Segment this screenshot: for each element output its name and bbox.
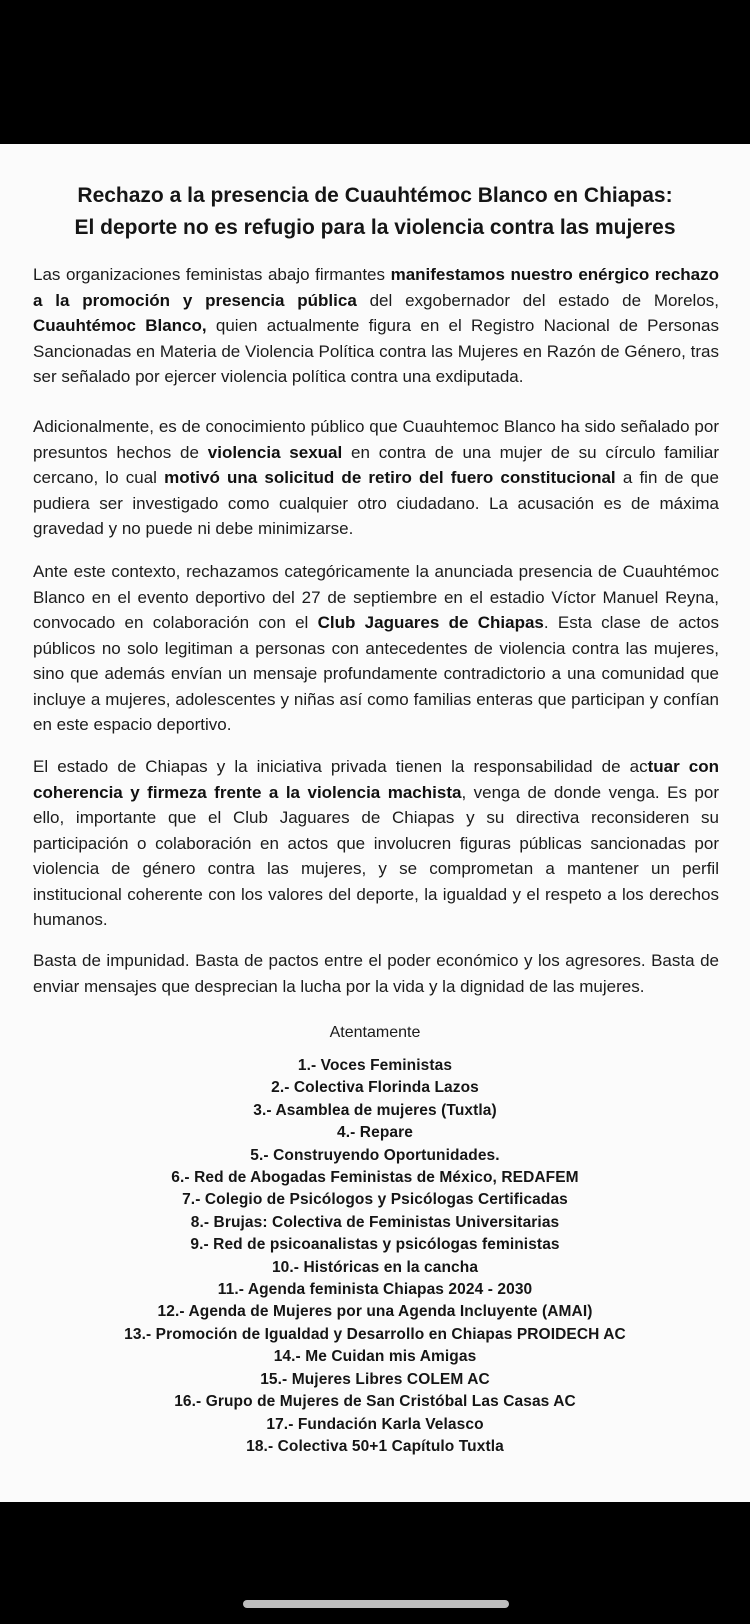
paragraph-5: [33, 948, 719, 999]
signer-item: 11.- Agenda feminista Chiapas 2024 - 2030: [217, 1281, 533, 1299]
signer-item: 2.- Colectiva Florinda Lazos: [271, 1079, 479, 1097]
title-line-1: Rechazo a la presencia de Cuauhtémoc Blanco en Chiapas:: [77, 184, 673, 207]
emphasis-text: violencia sexual: [207, 442, 343, 462]
signer-item: 9.- Red de psicoanalistas y psicólogas feministas: [190, 1236, 560, 1254]
signer-item: 1.- Voces Feministas: [297, 1057, 453, 1074]
emphasis-text: manifestamos nuestro enérgico rechazo a la promoción y presencia pública: [33, 265, 720, 310]
body-text: El estado de Chiapas y la iniciativa privada tienen la responsabilidad de ac: [33, 757, 648, 776]
emphasis-text: Cuauhtémoc Blanco,: [33, 316, 207, 335]
body-text: Basta de impunidad. Basta de pactos entre el poder económico y los agresores. Basta de enviar mensajes que desprecian la lucha por la vida y la dignidad de las mujeres.: [33, 951, 719, 996]
paragraph-3: [33, 559, 719, 738]
document-page: [0, 144, 750, 1502]
paragraph-4: [33, 754, 719, 933]
signer-item: 12.- Agenda de Mujeres por una Agenda Incluyente (AMAI): [157, 1303, 593, 1321]
title-line-2: El deporte no es refugio para la violencia contra las mujeres: [74, 216, 676, 239]
closing-salutation: Atentamente: [329, 1024, 421, 1041]
paragraph-1: [33, 262, 719, 390]
body-text: Ante este contexto, rechazamos categóricamente la anunciada presencia de Cuauhtémoc Blanco en el evento deportivo del 27 de septiembre en el estadio Víctor Manuel Reyna, convocado en colaboración con el: [33, 562, 719, 632]
body-text: en contra de una mujer de su círculo familiar cercano, lo cual: [33, 442, 720, 487]
emphasis-text: Club Jaguares de Chiapas: [317, 613, 544, 632]
signer-item: 15.- Mujeres Libres COLEM AC: [260, 1370, 490, 1388]
signer-item: 13.- Promoción de Igualdad y Desarrollo en Chiapas PROIDECH AC: [124, 1325, 626, 1343]
signer-item: 8.- Brujas: Colectiva de Feministas Universitarias: [190, 1213, 560, 1231]
emphasis-text: tuar con coherencia y firmeza frente a la violencia machista: [33, 757, 720, 802]
signer-item: 17.- Fundación Karla Velasco: [266, 1415, 484, 1433]
signer-item: 18.- Colectiva 50+1 Capítulo Tuxtla: [246, 1437, 504, 1455]
signer-item: 14.- Me Cuidan mis Amigas: [273, 1348, 477, 1366]
signer-item: 6.- Red de Abogadas Feministas de México, REDAFEM: [171, 1169, 579, 1187]
body-text: quien actualmente figura en el Registro Nacional de Personas Sancionadas en Materia de Violencia Política contra las Mujeres en Razón de Género, tras ser señalado por ejercer violencia política contra una exdiputada.: [33, 316, 719, 386]
paragraph-2: [33, 414, 719, 542]
signer-item: 16.- Grupo de Mujeres de San Cristóbal Las Casas AC: [174, 1393, 576, 1411]
signer-list: [0, 1055, 750, 1458]
body-text: a fin de que pudiera ser investigado como cualquier otro ciudadano. La acusación es de máxima gravedad y no puede ni debe minimizarse.: [33, 468, 719, 538]
body-text: Adicionalmente, es de conocimiento público que Cuauhtemoc Blanco ha sido señalado por presuntos hechos de: [33, 417, 719, 462]
signer-item: 5.- Construyendo Oportunidades.: [250, 1146, 500, 1164]
signer-item: 3.- Asamblea de mujeres (Tuxtla): [253, 1101, 497, 1119]
body-text: , venga de donde venga. Es por ello, importante que el Club Jaguares de Chiapas y su directiva reconsideren su participación o colaboración en actos que involucren figuras públicas sancionadas por violencia de género contra las mujeres, y se comprometan a mantener un perfil institucional coherente con los valores del deporte, la igualdad y el respeto a los derechos humanos.: [33, 782, 719, 929]
body-text: del exgobernador del estado de Morelos,: [356, 290, 720, 310]
body-text: . Esta clase de actos públicos no solo legitiman a personas con antecedentes de violencia contra las mujeres, sino que además envían un mensaje profundamente contradictorio a una comunidad que incluye a mujeres, adolescentes y niñas así como familias enteras que participan y confían en este espacio deportivo.: [33, 613, 719, 734]
home-indicator[interactable]: [243, 1600, 509, 1608]
signer-item: 4.- Repare: [337, 1124, 413, 1142]
signer-item: 10.- Históricas en la cancha: [271, 1258, 479, 1276]
signer-item: 7.- Colegio de Psicólogos y Psicólogas Certificadas: [182, 1191, 568, 1209]
body-text: Las organizaciones feministas abajo firmantes: [33, 265, 391, 284]
emphasis-text: motivó una solicitud de retiro del fuero constitucional: [164, 468, 616, 487]
